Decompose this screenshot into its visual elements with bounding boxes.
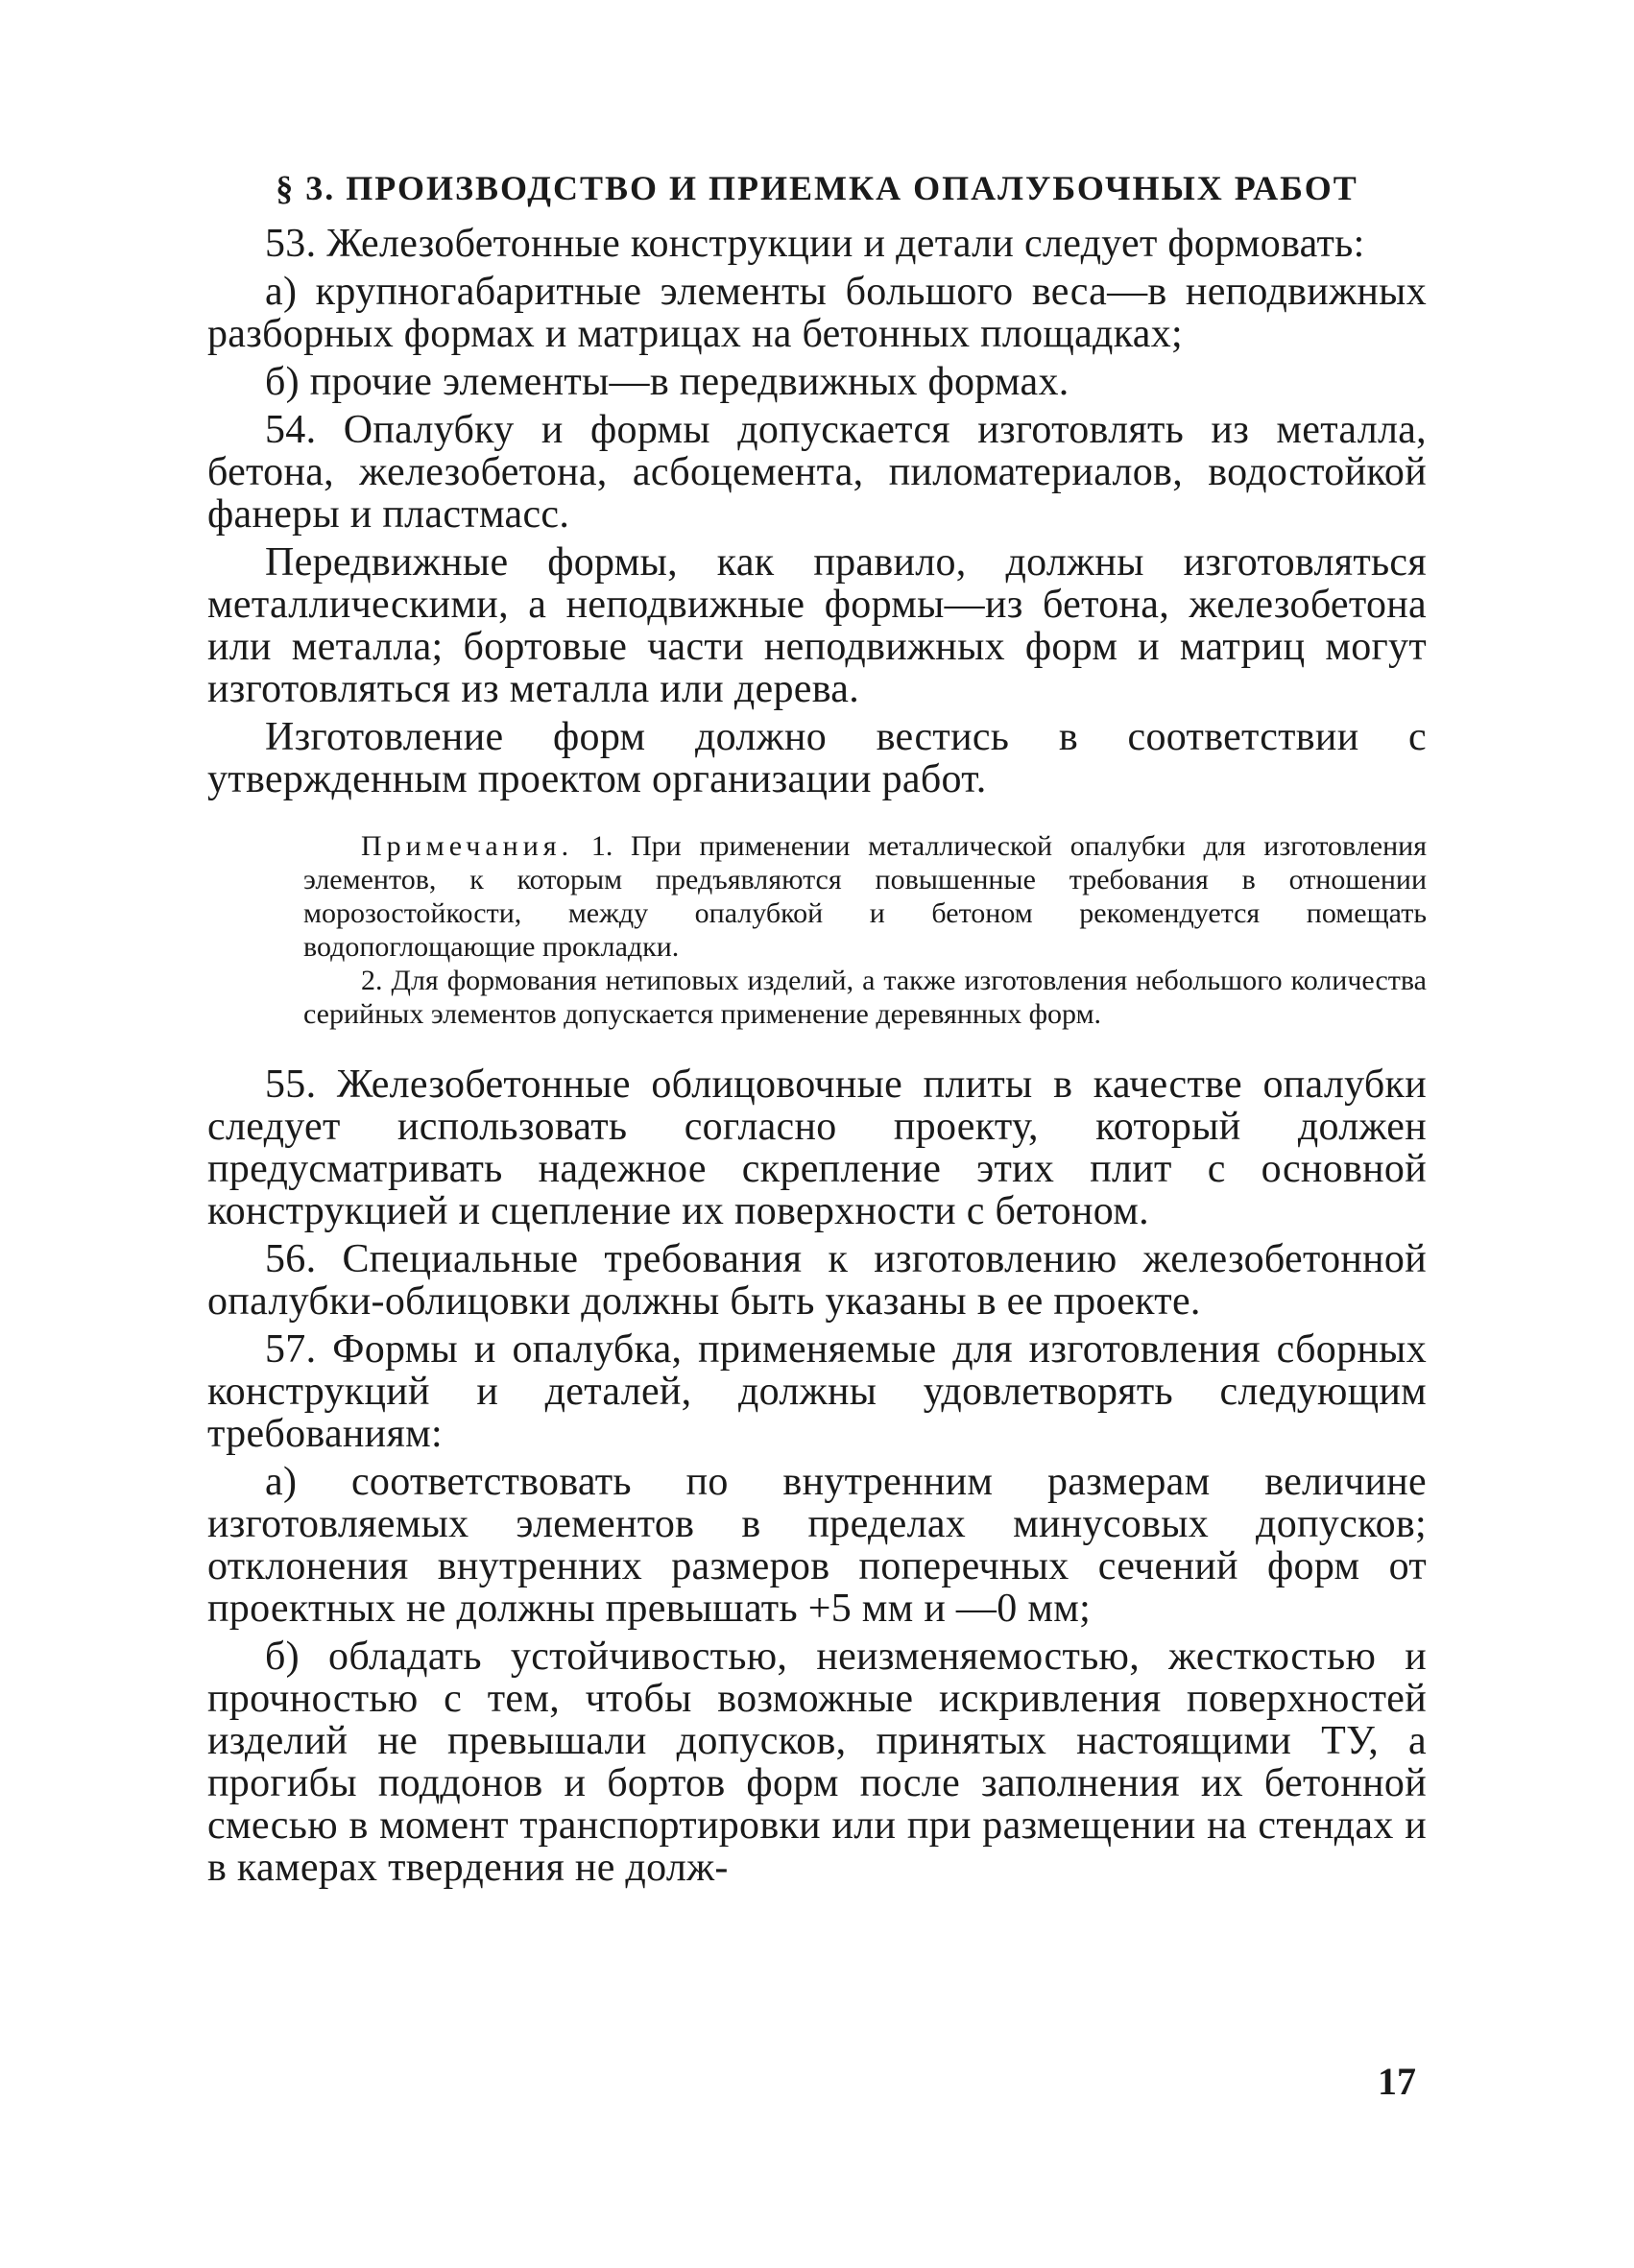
notes-block: [207, 829, 1427, 1031]
paragraph-54-forms: Передвижные формы, как правило, должны изготовляться металлическими, а неподвижные формы—из бетона, железобетона или металла; бортовые части неподвижных форм и матриц могут изготовляться из металла или дерева.: [207, 540, 1427, 711]
document-page: [207, 165, 1427, 1895]
note-1: [303, 829, 1427, 964]
paragraph-57: 57. Формы и опалубка, применяемые для изготовления сборных конструкций и деталей, должны удовлетворять следующим требованиям:: [207, 1327, 1427, 1456]
section-heading: § 3. ПРОИЗВОДСТВО И ПРИЕМКА ОПАЛУБОЧНЫХ РАБОТ: [276, 169, 1358, 207]
note-1-text: 1. При применении металлической опалубки для изготовления элементов, к которым предъявляются повышенные требования в отношении морозостойкости, между опалубкой и бетоном рекомендуется помещать водопоглощающие прокладки.: [303, 830, 1428, 963]
paragraph-57b: б) обладать устойчивостью, неизменяемостью, жесткостью и прочностью с тем, чтобы возможные искривления поверхностей изделий не превышали допусков, принятых настоящими ТУ, а прогибы поддонов и бортов форм после заполнения их бетонной смесью в момент транспортировки или при размещении на стендах и в камерах твердения не долж-: [207, 1635, 1427, 1890]
note-2: 2. Для формования нетиповых изделий, а также изготовления небольшого количества серийных элементов допускается применение деревянных форм.: [303, 965, 1427, 1030]
paragraph-53b: б) прочие элементы—в передвижных формах.: [265, 360, 1069, 404]
page-number: 17: [1378, 2060, 1416, 2103]
paragraph-56: 56. Специальные требования к изготовлению железобетонной опалубки-облицовки должны быть указаны в ее проекте.: [207, 1237, 1427, 1324]
paragraph-54-project: Изготовление форм должно вестись в соответствии с утвержденным проектом организации работ.: [207, 715, 1427, 801]
paragraph-53a: а) крупногабаритные элементы большого веса—в неподвижных разборных формах и матрицах на бетонных площадках;: [207, 270, 1427, 356]
notes-label: Примечания.: [361, 830, 574, 862]
paragraph-53: 53. Железобетонные конструкции и детали следует формовать:: [265, 222, 1365, 266]
paragraph-57a: а) соответствовать по внутренним размерам величине изготовляемых элементов в пределах минусовых допусков; отклонения внутренних размеров поперечных сечений форм от проектных не должны превышать +5 мм и —0 мм;: [207, 1460, 1427, 1631]
paragraph-55: 55. Железобетонные облицовочные плиты в качестве опалубки следует использовать согласно проекту, который должен предусматривать надежное скрепление этих плит с основной конструкцией и сцепление их поверхности с бетоном.: [207, 1062, 1427, 1233]
paragraph-54: 54. Опалубку и формы допускается изготовлять из металла, бетона, железобетона, асбоцемента, пиломатериалов, водостойкой фанеры и пластмасс.: [207, 408, 1427, 537]
